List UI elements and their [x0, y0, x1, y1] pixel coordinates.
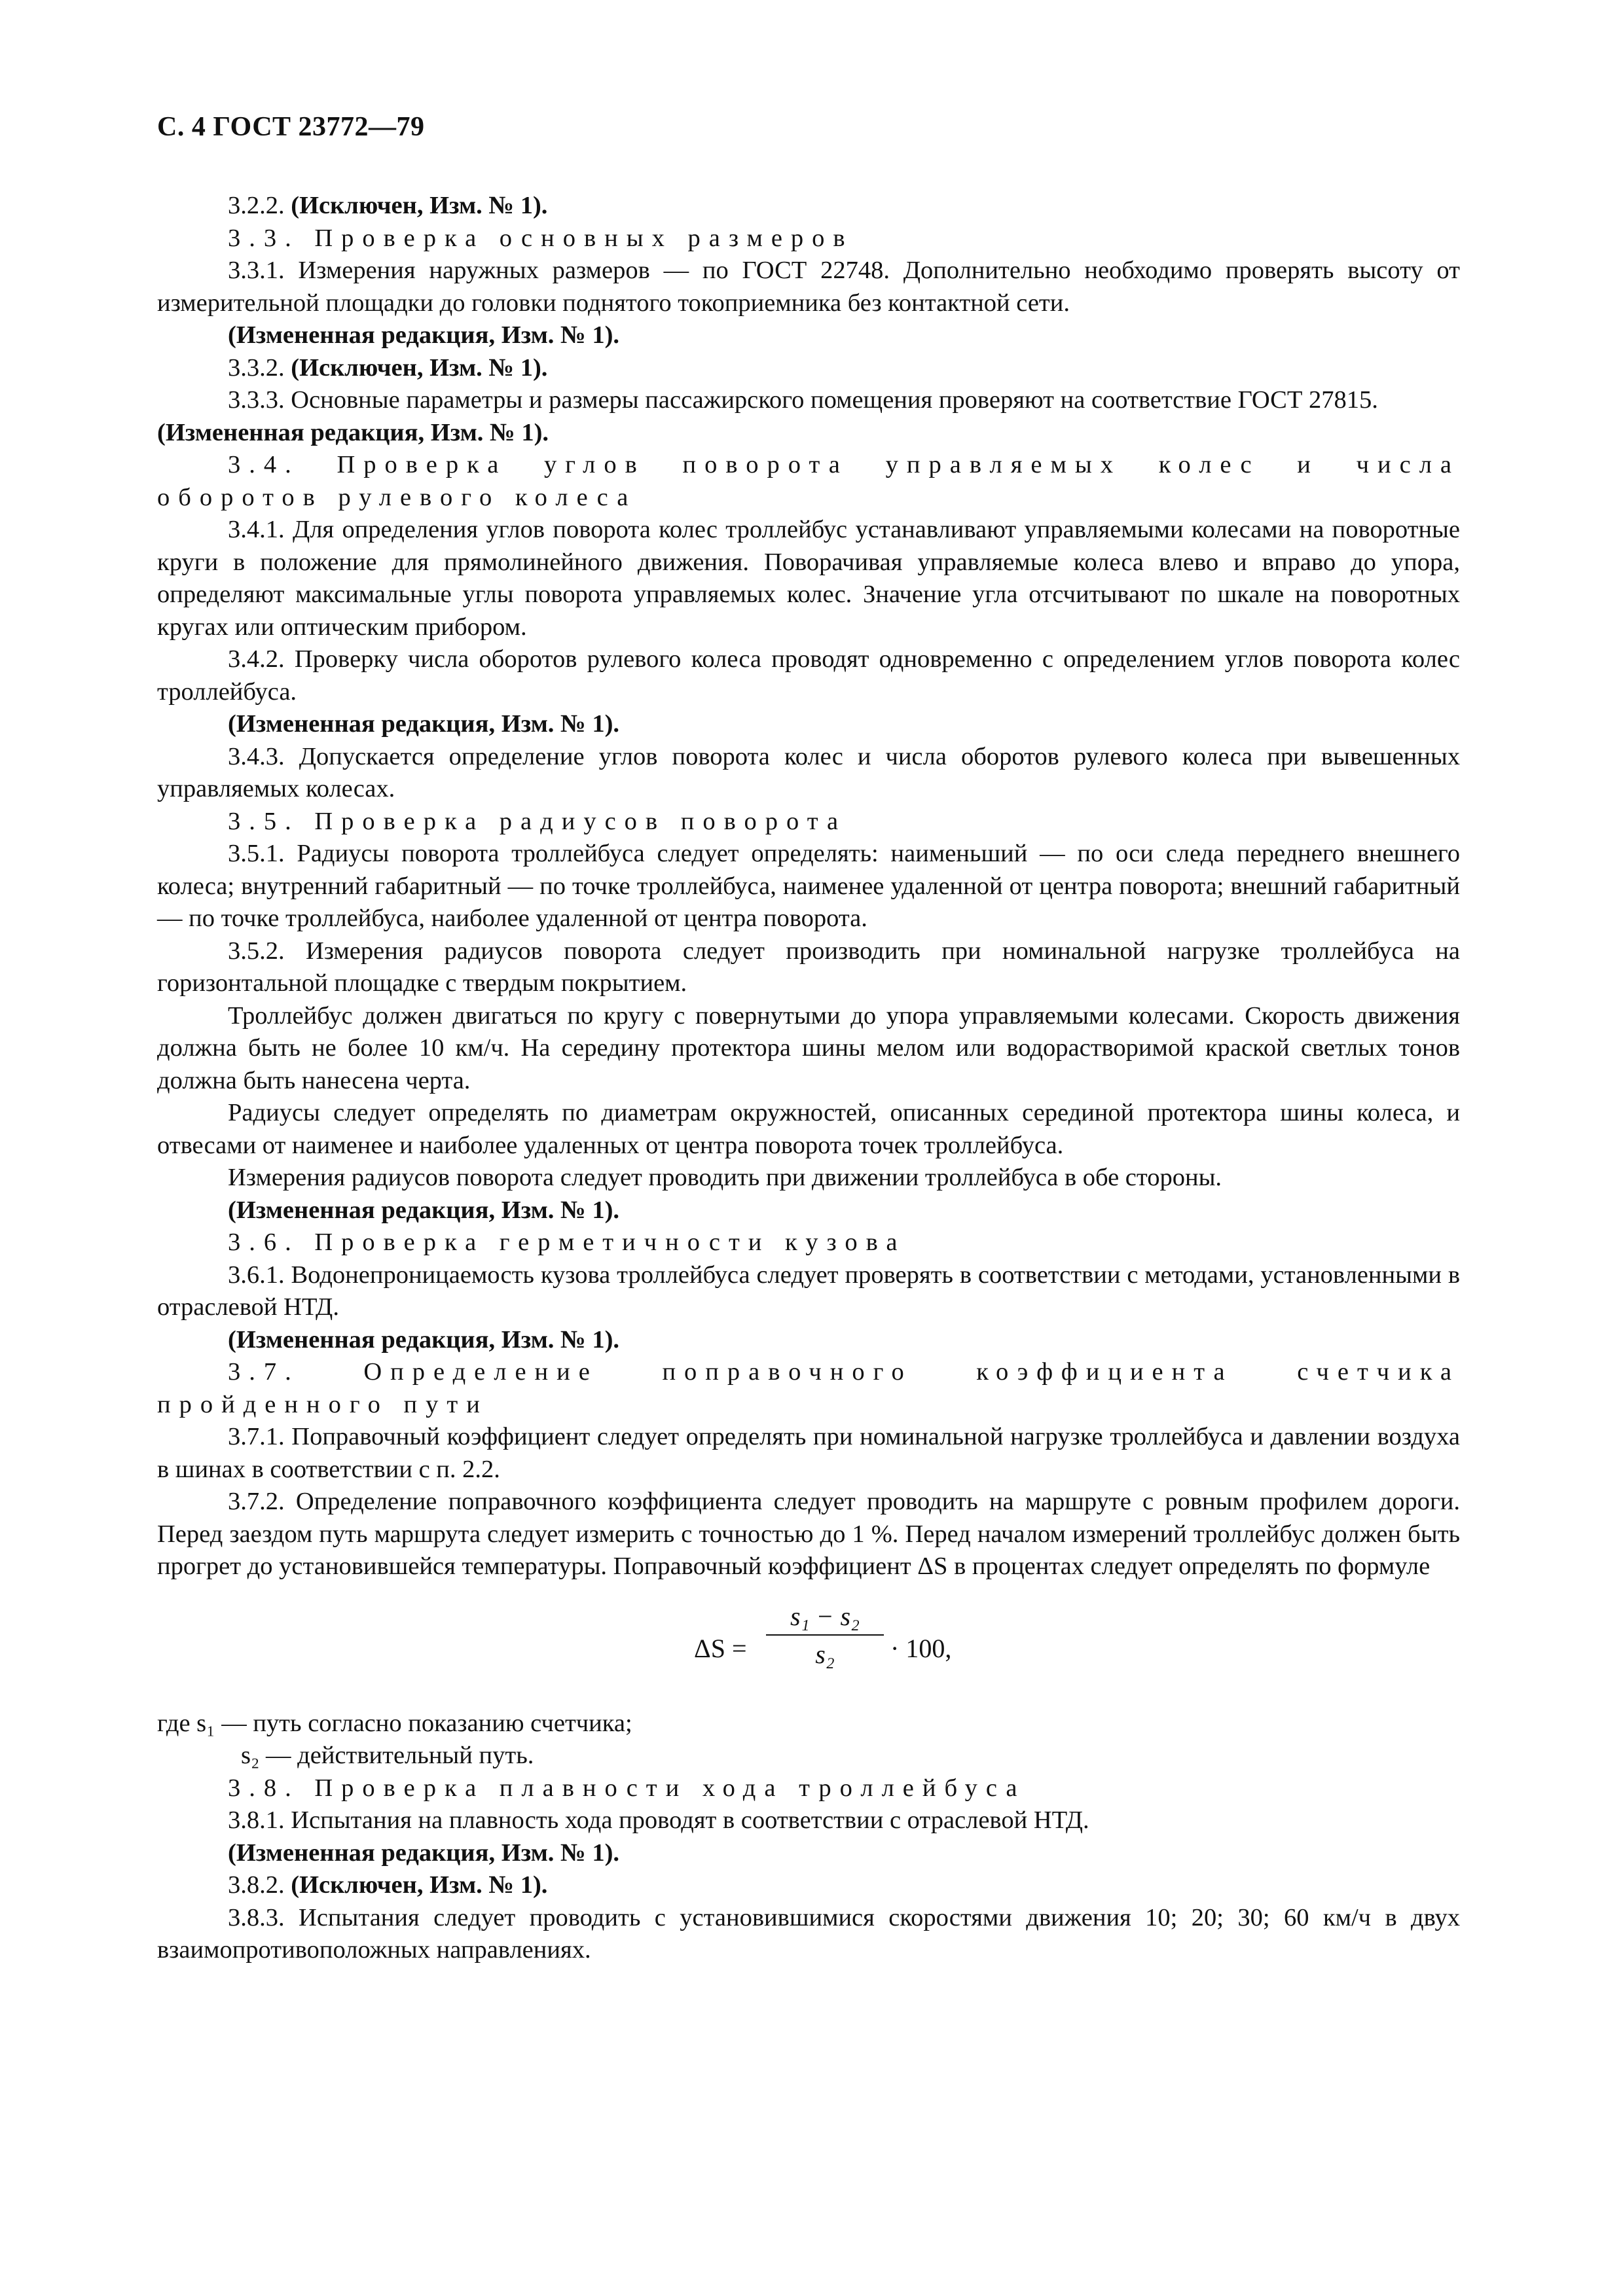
- clause-3-4-3: 3.4.3. Допускается определение углов поворота колес и числа оборотов рулевого колеса при вывешенных управляемых колесах.: [157, 742, 1460, 802]
- formula-denominator: s₂: [815, 1639, 835, 1669]
- clause-3-8-3: 3.8.3. Испытания следует проводить с установившимися скоростями движения 10; 20; 30; 60 км/ч в двух взаимопротивоположных направлениях.: [157, 1903, 1460, 1964]
- formula-fraction: [766, 1600, 884, 1671]
- clause-3-2-2: 3.2.2. (Исключен, Изм. № 1).: [228, 192, 548, 219]
- clause-3-5-2-para-4: Измерения радиусов поворота следует проводить при движении троллейбуса в обе стороны.: [228, 1164, 1222, 1191]
- amendment-note: (Измененная редакция, Изм. № 1).: [228, 1196, 620, 1224]
- document-body: [157, 190, 1460, 1967]
- clause-3-8-1: 3.8.1. Испытания на плавность хода проводят в соответствии с отраслевой НТД.: [228, 1806, 1089, 1834]
- amendment-note: (Измененная редакция, Изм. № 1).: [228, 1325, 620, 1354]
- clause-3-4-2: 3.4.2. Проверку числа оборотов рулевого колеса проводят одновременно с определением углов поворота колес троллейбуса.: [157, 645, 1460, 706]
- excluded-note: (Исключен, Изм. № 1).: [291, 353, 548, 382]
- clause-3-8-2: 3.8.2. (Исключен, Изм. № 1).: [228, 1871, 548, 1899]
- formula-where-line-1: где s₁ — путь согласно показанию счетчика;: [157, 1709, 632, 1737]
- section-3-3-title: 3.3. Проверка основных размеров: [228, 224, 854, 252]
- clause-3-3-2: 3.3.2. (Исключен, Изм. № 1).: [228, 353, 548, 382]
- clause-3-4-1: 3.4.1. Для определения углов поворота колес троллейбус устанавливают управляемыми колесами на поворотные круги в положение для прямолинейного движения. Поворачивая управляемые колеса влево и вправо до упора, определяют максимальные углы поворота управляемых колес. Значение угла отсчитывают по шкале на поворотных кругах или оптическим прибором.: [157, 516, 1460, 641]
- formula-numerator: s₁ − s₂: [790, 1601, 860, 1631]
- page-header: С. 4 ГОСТ 23772—79: [157, 112, 425, 142]
- formula-where-line-2: s₂ — действительный путь.: [241, 1742, 534, 1769]
- section-3-8-title: 3.8. Проверка плавности хода троллейбуса: [228, 1774, 1026, 1802]
- clause-3-5-2: 3.5.2. Измерения радиусов поворота следует производить при номинальной нагрузке троллейбуса на горизонтальной площадке с твердым покрытием.: [157, 937, 1460, 997]
- section-3-7-title: 3.7. Определение поправочного коэффициента счетчика пройденного пути: [157, 1358, 1460, 1418]
- formula-rhs: · 100,: [890, 1633, 952, 1663]
- fraction-bar: [766, 1634, 884, 1636]
- clause-3-7-1: 3.7.1. Поправочный коэффициент следует определять при номинальной нагрузке троллейбуса и давлении воздуха в шинах в соответствии с п. 2.2.: [157, 1423, 1460, 1483]
- excluded-note: (Исключен, Изм. № 1).: [291, 1871, 548, 1899]
- section-3-6-title: 3.6. Проверка герметичности кузова: [228, 1229, 906, 1256]
- clause-3-6-1: 3.6.1. Водонепроницаемость кузова троллейбуса следует проверять в соответствии с методами, установленными в отраслевой НТД.: [157, 1261, 1460, 1321]
- amendment-note: (Измененная редакция, Изм. № 1).: [157, 418, 549, 446]
- clause-3-3-1: 3.3.1. Измерения наружных размеров — по ГОСТ 22748. Дополнительно необходимо проверять высоту от измерительной площадки до головки поднятого токоприемника без контактной сети.: [157, 257, 1460, 317]
- amendment-note: (Измененная редакция, Изм. № 1).: [228, 710, 620, 738]
- formula-lhs: ΔS =: [694, 1633, 747, 1663]
- clause-3-5-1: 3.5.1. Радиусы поворота троллейбуса следует определять: наименьший — по оси следа переднего внешнего колеса; внутренний габаритный — по точке троллейбуса, наименее удаленной от центра поворота; внешний габаритный — по точке троллейбуса, наиболее удаленной от центра поворота.: [157, 840, 1460, 932]
- clause-3-5-2-para-3: Радиусы следует определять по диаметрам окружностей, описанных серединой протектора шины колеса, и отвесами от наименее и наиболее удаленных от центра поворота точек троллейбуса.: [157, 1099, 1460, 1159]
- amendment-note: (Измененная редакция, Изм. № 1).: [228, 321, 620, 349]
- clause-3-7-2: 3.7.2. Определение поправочного коэффициента следует проводить на маршруте с ровным профилем дороги. Перед заездом путь маршрута следует измерить с точностью до 1 %. Перед началом измерений троллейбус должен быть прогрет до установившейся температуры. Поправочный коэффициент ΔS в процентах следует определять по формуле: [157, 1488, 1460, 1580]
- excluded-note: (Исключен, Изм. № 1).: [291, 192, 548, 219]
- amendment-note: (Измененная редакция, Изм. № 1).: [228, 1839, 620, 1867]
- section-3-4-title: 3.4. Проверка углов поворота управляемых колес и числа оборотов рулевого колеса: [157, 451, 1460, 511]
- correction-formula: [157, 1598, 1460, 1696]
- clause-3-3-3: 3.3.3. Основные параметры и размеры пассажирского помещения проверяют на соответствие ГОСТ 27815.: [228, 386, 1378, 414]
- section-3-5-title: 3.5. Проверка радиусов поворота: [228, 807, 847, 835]
- clause-3-5-2-para-2: Троллейбус должен двигаться по кругу с повернутыми до упора управляемыми колесами. Скорость движения должна быть не более 10 км/ч. На середину протектора шины мелом или водорастворимой краской светлых тонов должна быть нанесена черта.: [157, 1001, 1460, 1094]
